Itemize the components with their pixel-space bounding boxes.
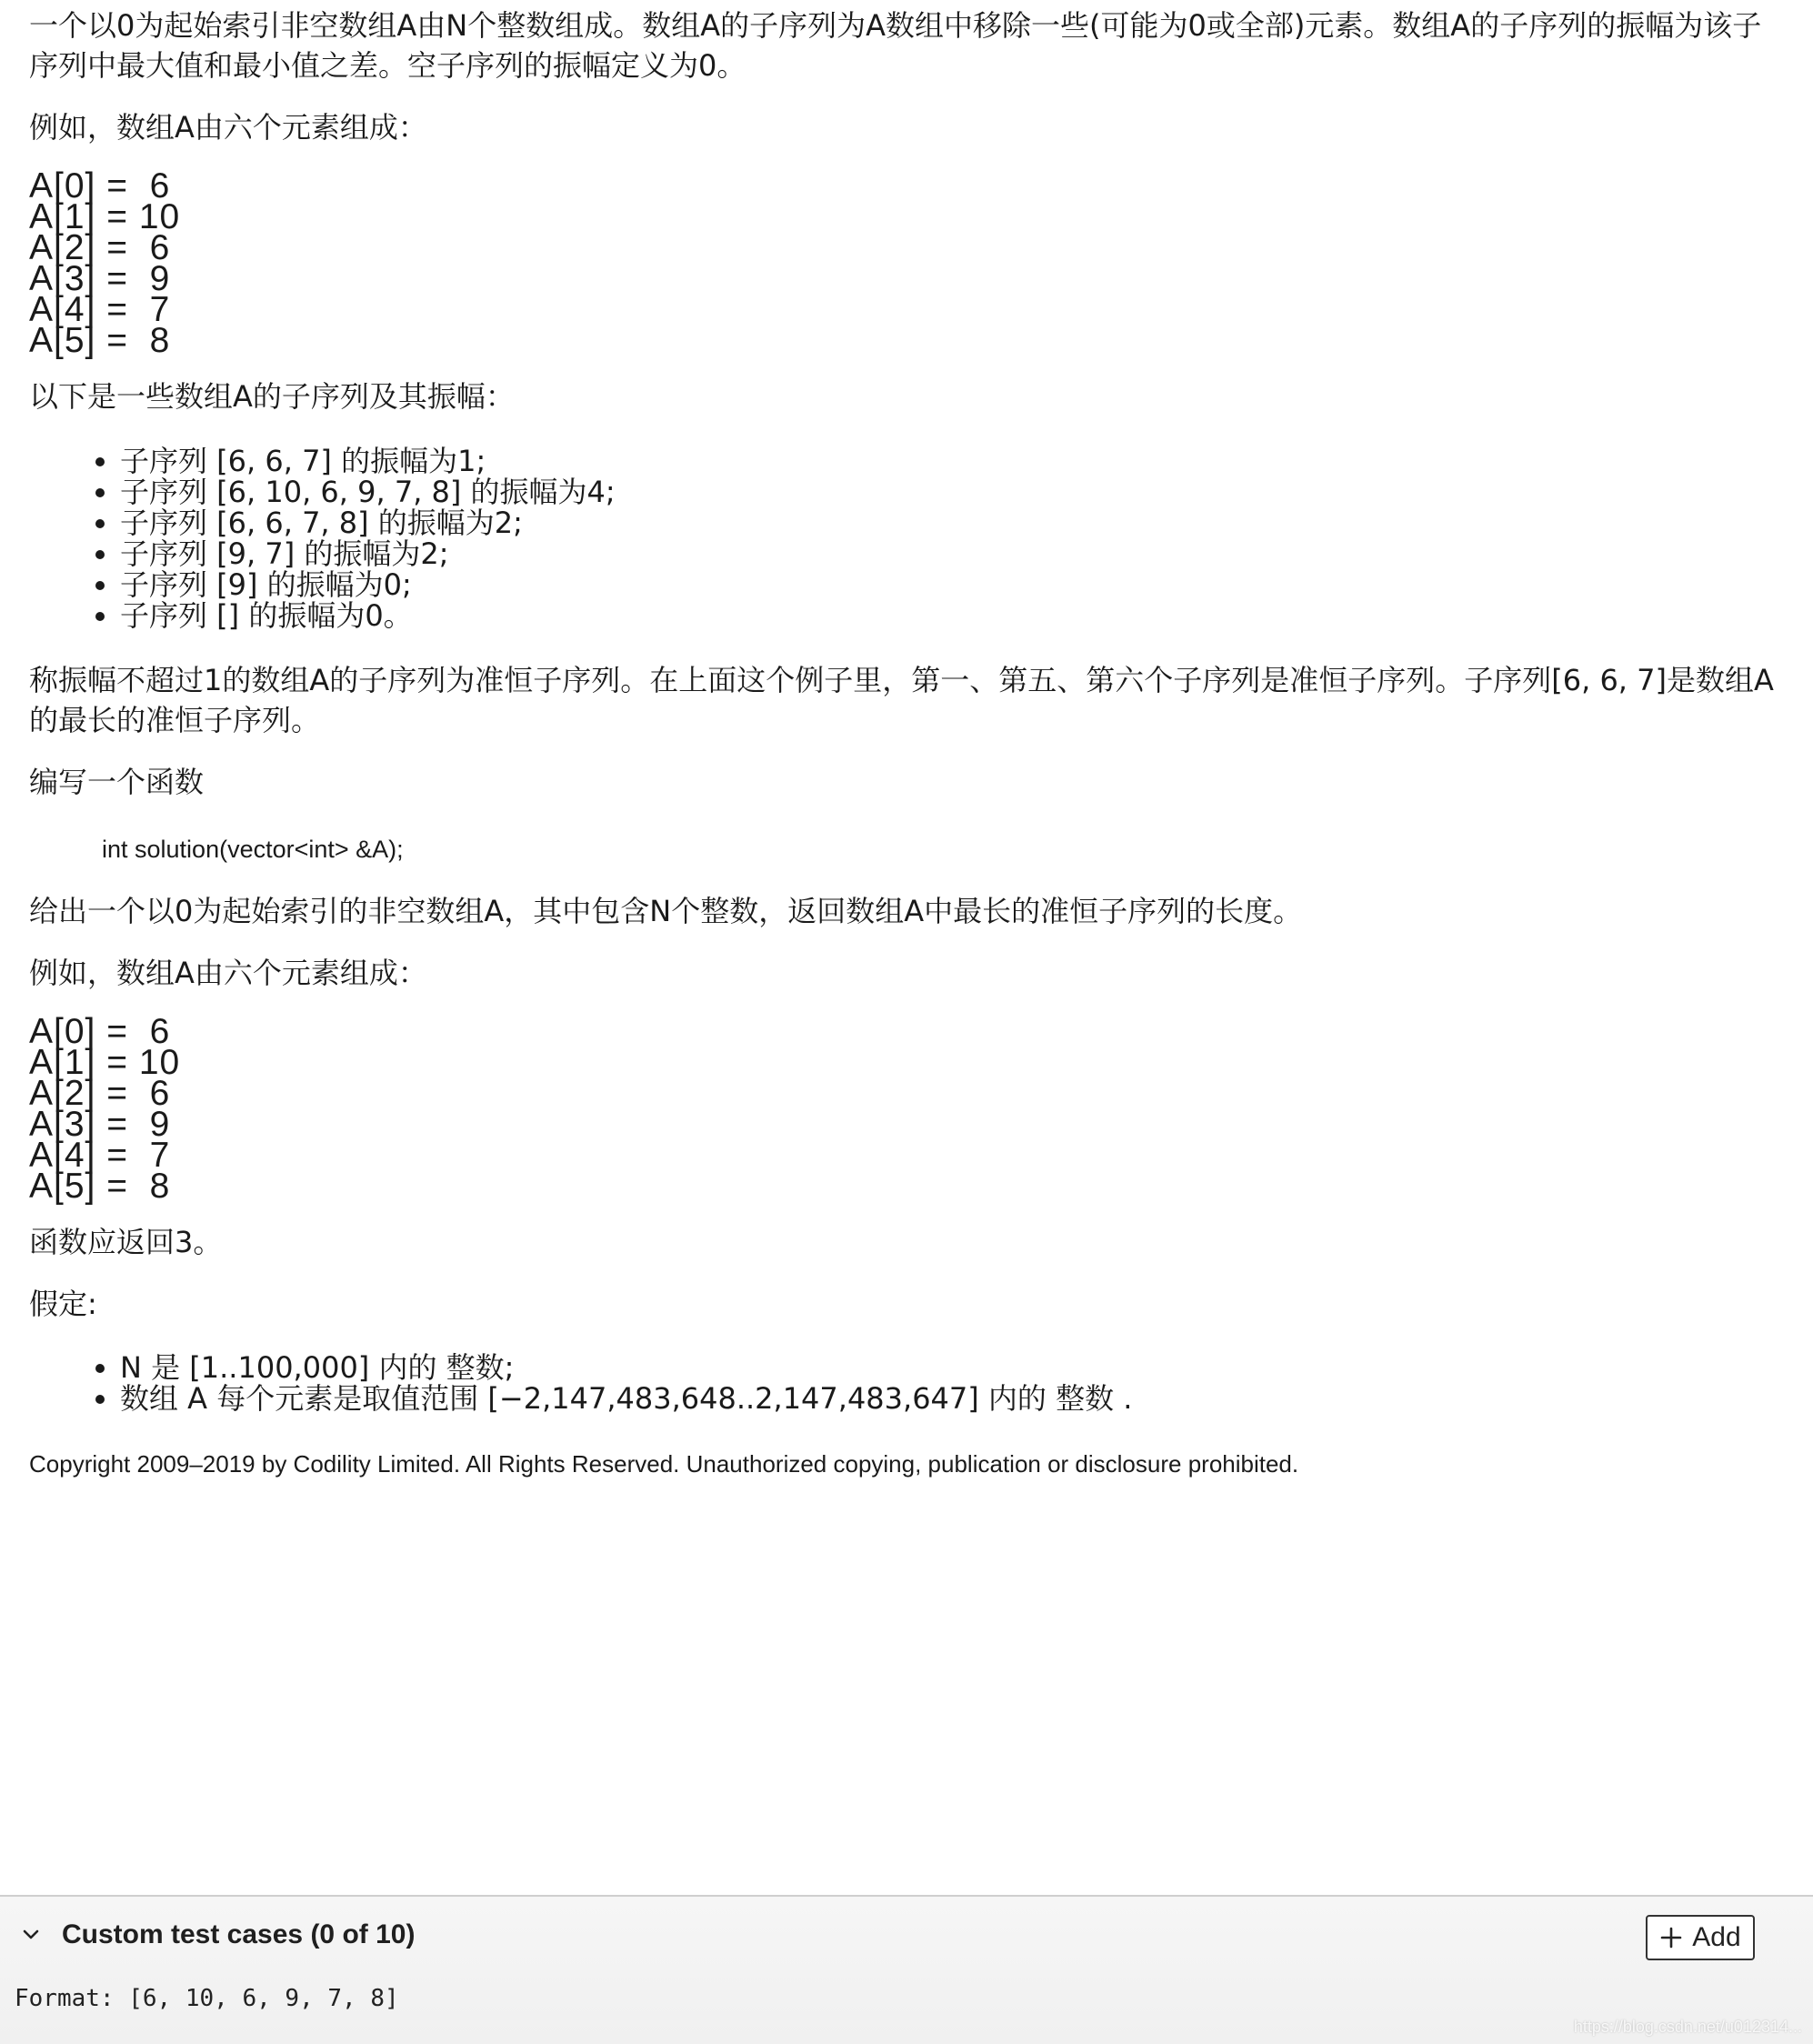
array-line: A[2] = 6 [29, 1074, 171, 1113]
panel-header[interactable] [0, 1897, 1813, 1979]
list-item: • 数组 A 每个元素是取值范围 [−2,147,483,648..2,147,483,647] 内的 整数 . [120, 1383, 1132, 1414]
plus-icon [1659, 1926, 1683, 1949]
list-item: • 子序列 [6, 6, 7] 的振幅为1; [120, 446, 616, 476]
return-statement: 函数应返回3。 [29, 1225, 223, 1259]
add-test-case-button[interactable] [1646, 1915, 1755, 1960]
array-line: A[4] = 7 [29, 290, 171, 329]
subsequence-list [29, 446, 616, 631]
assumptions-label: 假定: [29, 1287, 97, 1321]
array-example [29, 166, 181, 360]
format-hint: Format: [6, 10, 6, 9, 7, 8] [15, 1985, 399, 2012]
problem-intro: 一个以0为起始索引非空数组A由N个整数组成。数组A的子序列为A数组中移除一些(可能为0或全部)元素。数组A的子序列的振幅为该子序列中最大值和最小值之差。空子序列的振幅定义为0。 [29, 8, 1762, 83]
array-line: A[3] = 9 [29, 259, 171, 298]
list-item: • 子序列 [9] 的振幅为0; [120, 569, 616, 600]
array-line: A[2] = 6 [29, 228, 171, 267]
watermark: https://blog.csdn.net/u012314... [1573, 2018, 1802, 2036]
list-item: • 子序列 [6, 10, 6, 9, 7, 8] 的振幅为4; [120, 476, 616, 507]
list-item: • 子序列 [6, 6, 7, 8] 的振幅为2; [120, 507, 616, 538]
function-signature: int solution(vector<int> &A); [102, 836, 404, 863]
subsequence-intro: 以下是一些数组A的子序列及其振幅： [29, 379, 515, 414]
array-line: A[4] = 7 [29, 1136, 171, 1175]
list-item: • 子序列 [] 的振幅为0。 [120, 600, 616, 631]
array-line: A[0] = 6 [29, 166, 171, 205]
example-intro: 例如，数组A由六个元素组成： [29, 110, 427, 145]
array-line: A[3] = 9 [29, 1105, 171, 1144]
array-example-2 [29, 1012, 181, 1206]
quasi-definition: 称振幅不超过1的数组A的子序列为准恒子序列。在上面这个例子里，第一、第五、第六个子序列是准恒子序列。子序列[6, 6, 7]是数组A的最长的准恒子序列。 [29, 663, 1774, 737]
chevron-down-icon[interactable] [20, 1924, 42, 1946]
write-function-label: 编写一个函数 [29, 765, 205, 799]
task-description: 给出一个以0为起始索引的非空数组A，其中包含N个整数，返回数组A中最长的准恒子序列的长度。 [29, 894, 1303, 928]
example-intro-2: 例如，数组A由六个元素组成： [29, 956, 427, 990]
array-line: A[1] = 10 [29, 197, 181, 236]
list-item: • N 是 [1..100,000] 内的 整数; [120, 1352, 1132, 1383]
array-line: A[0] = 6 [29, 1012, 171, 1051]
list-item: • 子序列 [9, 7] 的振幅为2; [120, 538, 616, 569]
array-line: A[5] = 8 [29, 1167, 171, 1206]
add-button-label: Add [1692, 1922, 1741, 1952]
panel-title[interactable]: Custom test cases (0 of 10) [62, 1919, 416, 1949]
array-line: A[1] = 10 [29, 1043, 181, 1082]
custom-test-cases-panel [0, 1895, 1813, 2044]
assumptions-list [29, 1352, 1132, 1414]
copyright-notice: Copyright 2009–2019 by Codility Limited. All Rights Reserved. Unauthorized copying, publication or disclosure prohibited. [29, 1450, 1299, 1478]
array-line: A[5] = 8 [29, 321, 171, 360]
